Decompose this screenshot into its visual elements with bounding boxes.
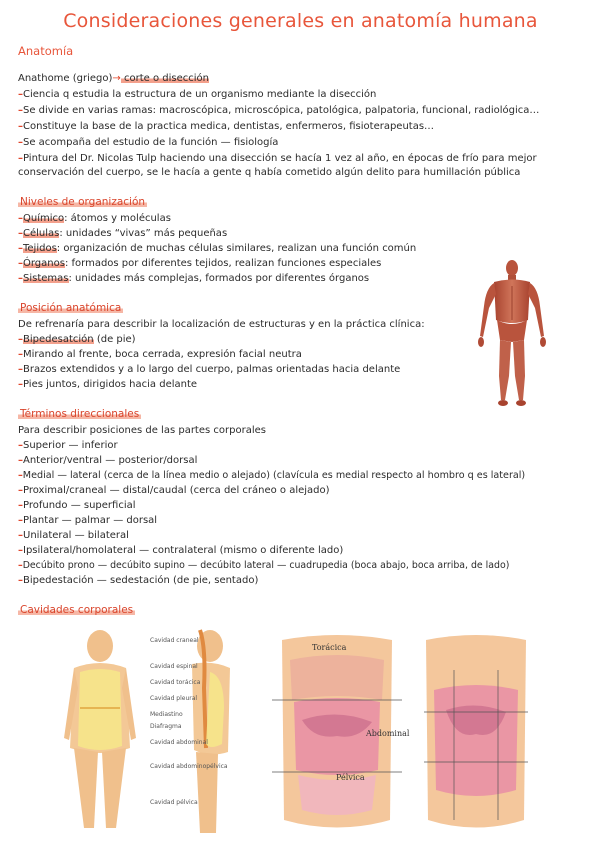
bullet-text: Plantar — palmar — dorsal [23,515,158,526]
cavity-label: Cavidad abdominopélvica [150,763,228,770]
list-item: –Medial — lateral (cerca de la línea medio o alejado) (clavícula es medial respecto al hombro q es lateral) [18,470,526,481]
cavity-label: Cavidad espinal [150,663,198,670]
bullet-text: Constituye la base de la practica medica, dentistas, enfermeros, fisioterapeutas… [23,121,435,132]
term: Tejidos [23,243,57,254]
bullet-text: Anterior/ventral — posterior/dorsal [23,455,198,466]
list-item: –Superior — inferior [18,440,118,451]
definition: : unidades “vivas” más pequeñas [59,228,228,239]
list-item: –Unilateral — bilateral [18,530,129,541]
list-item: –Se acompaña del estudio de la función — fisiología [18,137,279,148]
abdominal-regions-figure [262,630,412,840]
list-item: –Sistemas: unidades más complejas, formados por diferentes órganos [18,273,370,284]
abdominal-nine-regions-figure [416,630,536,840]
term: Bipedesatción [23,334,94,345]
region-label: Torácica [312,643,347,652]
section-heading-terminos: Términos direccionales [20,408,140,420]
etymology-line [18,72,588,86]
anatomical-position-figure [468,258,556,408]
section-intro: Para describir posiciones de las partes corporales [18,425,266,436]
cavity-label: Cavidad craneal [150,637,199,644]
bullet-text: Proximal/craneal — distal/caudal (cerca del cráneo o alejado) [23,485,330,496]
list-item: –Profundo — superficial [18,500,136,511]
page-title: Consideraciones generales en anatomía humana [63,10,538,32]
section-heading-posicion: Posición anatómica [20,302,122,314]
section-heading-niveles: Niveles de organización [20,196,146,208]
bullet-text: Superior — inferior [23,440,118,451]
definition: : organización de muchas células similares, realizan una función común [56,243,417,254]
list-item: –Ipsilateral/homolateral — contralateral (mismo o diferente lado) [18,545,344,556]
list-item: –Órganos: formados por diferentes tejidos, realizan funciones especiales [18,258,382,269]
section-heading-anatomia: Anatomía [18,44,74,58]
etymology-lead: Anathome (griego) [18,73,113,84]
bullet-text: Ciencia q estudia la estructura de un organismo mediante la disección [23,89,377,100]
etymology-value: corte o disección [120,73,209,84]
region-label: Pélvica [336,773,365,782]
section-heading-cavidades: Cavidades corporales [20,604,134,616]
list-item-continuation: conservación del cuerpo, se le hacía a gente q había cometido algún delito para humillación pública [18,167,521,178]
bullet-text: Medial — lateral (cerca de la línea medio o alejado) (clavícula es medial respecto al hombro q es lateral) [22,470,526,481]
region-label: Abdominal [366,729,410,738]
list-item: –Pies juntos, dirigidos hacia delante [18,379,198,390]
term: Células [23,228,60,239]
list-item: –Plantar — palmar — dorsal [18,515,158,526]
arrow-icon: → [112,73,121,84]
cavity-label: Mediastino [150,711,183,718]
list-item: –Células: unidades “vivas” más pequeñas [18,228,228,239]
bullet-text: Bipedestación — sedestación (de pie, sentado) [23,575,259,586]
term: Sistemas [23,273,69,284]
cavity-label: Diafragma [150,723,182,730]
section-intro: De refrenaría para describir la localización de estructuras y en la práctica clínica: [18,319,425,330]
list-item: –Anterior/ventral — posterior/dorsal [18,455,198,466]
cavity-label: Cavidad abdominal [150,739,208,746]
definition: : formados por diferentes tejidos, realizan funciones especiales [64,258,382,269]
list-item: –Proximal/craneal — distal/caudal (cerca del cráneo o alejado) [18,485,330,496]
bullet-text: Ipsilateral/homolateral — contralateral (mismo o diferente lado) [23,545,344,556]
list-item: –Químico: átomos y moléculas [18,213,171,224]
list-item: –Pintura del Dr. Nicolas Tulp haciendo una disección se hacía 1 vez al año, en épocas de frío para mejor [18,153,537,164]
list-item: –Bipedesatción (de pie) [18,334,136,345]
bullet-text: Brazos extendidos y a lo largo del cuerpo, palmas orientadas hacia delante [23,364,401,375]
body-cavities-figure [60,628,260,843]
list-item: –Ciencia q estudia la estructura de un organismo mediante la disección [18,89,377,100]
list-item: –Brazos extendidos y a lo largo del cuerpo, palmas orientadas hacia delante [18,364,401,375]
definition: (de pie) [93,334,136,345]
definition: : átomos y moléculas [64,213,171,224]
bullet-text: Profundo — superficial [23,500,136,511]
list-item: –Decúbito prono — decúbito supino — decúbito lateral — cuadrupedia (boca abajo, boca arriba, de lado) [18,560,510,571]
term: Órganos [23,258,65,269]
bullet-text: Unilateral — bilateral [23,530,129,541]
bullet-text: Se divide en varias ramas: macroscópica, microscópica, patológica, palpatoria, funcional, radiológica… [23,105,540,116]
list-item: –Constituye la base de la practica medica, dentistas, enfermeros, fisioterapeutas… [18,121,435,132]
bullet-text: Pintura del Dr. Nicolas Tulp haciendo una disección se hacía 1 vez al año, en épocas de frío para mejor [23,153,537,164]
term: Químico [23,213,65,224]
cavity-label: Cavidad pleural [150,695,198,702]
list-item: –Mirando al frente, boca cerrada, expresión facial neutra [18,349,302,360]
list-item: –Se divide en varias ramas: macroscópica, microscópica, patológica, palpatoria, funcional, radiológica… [18,105,540,116]
list-item: –Tejidos: organización de muchas células similares, realizan una función común [18,243,417,254]
definition: : unidades más complejas, formados por diferentes órganos [68,273,370,284]
list-item: –Bipedestación — sedestación (de pie, sentado) [18,575,259,586]
cavity-label: Cavidad torácica [150,679,201,686]
bullet-text: Se acompaña del estudio de la función — fisiología [23,137,279,148]
bullet-text: Mirando al frente, boca cerrada, expresión facial neutra [23,349,302,360]
bullet-text: Pies juntos, dirigidos hacia delante [23,379,198,390]
bullet-text: Decúbito prono — decúbito supino — decúbito lateral — cuadrupedia (boca abajo, boca arriba, de lado) [22,560,510,571]
cavity-label: Cavidad pélvica [150,799,198,806]
